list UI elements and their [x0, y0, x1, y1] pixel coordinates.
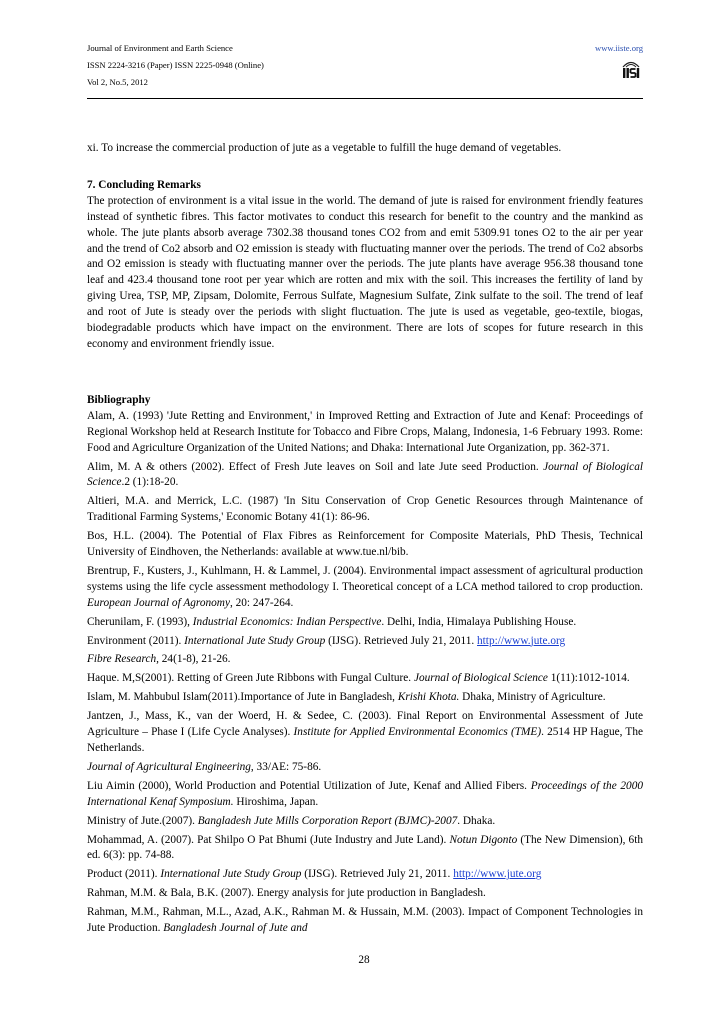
reference-text: , 20: 247-264.	[229, 596, 294, 609]
reference-italic-text: Journal of Agricultural Engineering	[87, 760, 251, 773]
reference-text: Environment (2011).	[87, 634, 185, 647]
bibliography-list	[87, 409, 643, 937]
reference-text: , 33/AE: 75-86.	[250, 760, 322, 773]
bibliography-heading: Bibliography	[87, 393, 151, 406]
reference-text: Haque. M,S(2001). Retting of Green Jute Ribbons with Fungal Culture.	[87, 672, 414, 685]
reference-text: Ministry of Jute.(2007).	[87, 814, 198, 827]
list-item-xi: xi. To increase the commercial production of jute as a vegetable to fulfill the huge demand of vegetables.	[87, 142, 562, 154]
section-heading-concluding-remarks: 7. Concluding Remarks	[87, 178, 201, 191]
reference-entry	[87, 814, 643, 830]
reference-italic-text: Journal of Biological Science	[413, 672, 548, 685]
reference-entry	[87, 905, 643, 937]
page-number: 28	[358, 954, 370, 966]
reference-text: (IJSG). Retrieved July 21, 2011.	[325, 634, 478, 647]
reference-text: Liu Aimin (2000), World Production and Potential Utilization of Jute, Kenaf and Allied Fibers.	[87, 779, 531, 792]
journal-url[interactable]: www.iiste.org	[595, 43, 643, 53]
reference-text: Cherunilam, F. (1993),	[87, 615, 193, 628]
reference-entry	[87, 671, 643, 687]
reference-italic-text: Krishi Khota.	[397, 691, 460, 704]
reference-text: Hiroshima, Japan.	[233, 795, 319, 808]
reference-text: (IJSG). Retrieved July 21, 2011.	[301, 868, 454, 881]
reference-text: .2 (1):18-20.	[121, 476, 179, 489]
reference-text: Dhaka, Ministry of Agriculture.	[459, 691, 606, 704]
reference-entry	[87, 652, 643, 668]
reference-entry	[87, 460, 643, 492]
reference-italic-text: International Jute Study Group	[184, 634, 326, 647]
issn-line: ISSN 2224-3216 (Paper) ISSN 2225-0948 (Online)	[87, 60, 264, 70]
reference-entry	[87, 833, 643, 865]
reference-italic-text: International Jute Study Group	[160, 868, 302, 881]
reference-link[interactable]: http://www.jute.org	[453, 868, 542, 881]
reference-entry	[87, 529, 643, 561]
reference-text: Alam, A. (1993) 'Jute Retting and Environment,' in Improved Retting and Extraction of Jute and Kenaf: Proceedings of Regional Workshop held at Research Institute for Tobacco and Fibre Crops, Malang, Indonesia, 1-6 February 1993. Rome: Food and Agriculture Organization of the United Nations; and Dhaka: International Jute Organization, pp. 362-371.	[87, 409, 643, 454]
journal-name: Journal of Environment and Earth Science	[87, 43, 233, 53]
reference-text: Mohammad, A. (2007). Pat Shilpo O Pat Bhumi (Jute Industry and Jute Land).	[87, 833, 450, 846]
reference-text: Brentrup, F., Kusters, J., Kuhlmann, H. & Lammel, J. (2004). Environmental impact assessment of agricultural production systems using the life cycle assessment methodology I. Theoretical concept of a LCA method tailored to crop production.	[87, 564, 643, 593]
reference-italic-text: Notun Digonto	[449, 833, 518, 846]
volume-line: Vol 2, No.5, 2012	[87, 77, 148, 87]
reference-text: (The New Dimension), 6th ed. 6(3): pp. 74-88.	[87, 833, 643, 862]
concluding-remarks-paragraph: The protection of environment is a vital issue in the world. The demand of jute is raised for environment friendly features instead of synthetic fibres. This factor motivates to conduct this research for benefit to the country and the mankind as whole. The jute plants absorb average 7302.38 thousand tones CO2 from and emit 5309.91 tones O2 to the air per year and the trend of Co2 absorb and O2 emission is steady with fluctuating manner over the periods. The trend of Co2 absorbs and O2 emission is steady with fluctuating manner over the periods. The jute plants have average 956.38 thousand tone leaf and 423.4 thousand tone root per year which are rotten and mix with the soil. This increases the fertility of land by giving Urea, TSP, MP, Zipsam, Dolomite, Ferrous Sulfate, Magnesium Sulfate, Zink sulfate to the soil. The trend of leaf and root of Jute is steady over the periods with slight fluctuation. The jute is used as vegetable, geo-textile, biogas, biodegradable products which have impact on the environment. There are lots of scopes for future research in this economy and environment friendly issue.	[87, 194, 643, 350]
reference-italic-text: Institute for Applied Environmental Economics (TME)	[293, 726, 542, 739]
iiste-logo-icon	[621, 58, 641, 80]
header-rule	[87, 98, 643, 99]
reference-text: . Delhi, India, Himalaya Publishing House.	[381, 615, 577, 628]
reference-link[interactable]: http://www.jute.org	[477, 634, 566, 647]
reference-entry	[87, 760, 643, 776]
reference-text: Alim, M. A & others (2002). Effect of Fresh Jute leaves on Soil and late Jute seed Production.	[87, 460, 544, 473]
reference-text: Altieri, M.A. and Merrick, L.C. (1987) 'In Situ Conservation of Crop Genetic Resources through Maintenance of Traditional Farming Systems,' Economic Botany 41(1): 86-96.	[87, 495, 643, 524]
reference-entry	[87, 494, 643, 526]
reference-text: Bos, H.L. (2004). The Potential of Flax Fibres as Reinforcement for Composite Materials, PhD Thesis, Technical University of Eindhoven, the Netherlands: available at www.tue.nl/bib.	[87, 530, 643, 559]
reference-text: . 2514 HP Hague, The Netherlands.	[87, 726, 643, 754]
reference-text: 24(1-8), 21-26.	[158, 653, 231, 666]
reference-italic-text: Journal of Biological Science	[87, 460, 643, 489]
reference-entry	[87, 615, 643, 631]
reference-italic-text: Bangladesh Jute Mills Corporation Report (BJMC)-2007	[197, 814, 458, 827]
reference-text: Islam, M. Mahbubul Islam(2011).Importance of Jute in Bangladesh,	[87, 691, 398, 704]
reference-entry	[87, 709, 643, 757]
reference-italic-text: European Journal of Agronomy	[87, 596, 230, 609]
reference-text: Product (2011).	[87, 868, 161, 881]
reference-italic-text: Bangladesh Journal of Jute and	[163, 922, 308, 935]
reference-text: Jantzen, J., Mass, K., van der Woerd, H. & Sedee, C. (2003). Final Report on Environmental Assessment of Jute Agriculture – Phase I (Life Cycle Analyses).	[87, 710, 643, 739]
reference-entry	[87, 409, 643, 457]
page-content	[87, 40, 643, 940]
reference-italic-text: Industrial Economics: Indian Perspective	[192, 615, 382, 628]
reference-text: . Dhaka.	[457, 814, 496, 827]
reference-italic-text: Proceedings of the 2000 International Kenaf Symposium.	[87, 779, 643, 808]
reference-text: Rahman, M.M., Rahman, M.L., Azad, A.K., Rahman M. & Hussain, M.M. (2003). Impact of Component Technologies in Jute Production.	[87, 906, 643, 935]
reference-entry	[87, 564, 643, 612]
reference-text: Rahman, M.M. & Bala, B.K. (2007). Energy analysis for jute production in Bangladesh.	[87, 887, 486, 900]
reference-entry	[87, 690, 643, 706]
reference-entry	[87, 634, 643, 650]
reference-text: 1(11):1012-1014.	[547, 672, 630, 685]
reference-italic-text: Fibre Research,	[87, 653, 159, 666]
reference-entry	[87, 886, 643, 902]
reference-entry	[87, 867, 643, 883]
reference-entry	[87, 779, 643, 811]
running-header	[87, 40, 643, 98]
